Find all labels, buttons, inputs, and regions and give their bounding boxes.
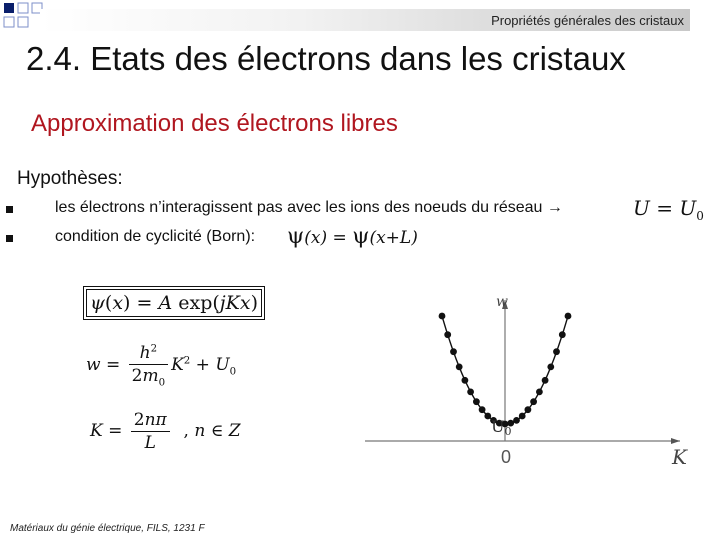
data-point [444, 331, 451, 338]
data-point [547, 364, 554, 371]
data-point [456, 364, 463, 371]
section-header: Propriétés générales des cristaux [491, 13, 684, 28]
data-point [525, 406, 532, 413]
born-equation: ψ(x) = ψ(x+L) [287, 224, 418, 249]
energy-equation: w = $\frac{h^2}{2m_0}$ $K^2 + U_0$ [86, 343, 237, 389]
slide-subtitle: Approximation des électrons libres [31, 110, 398, 137]
bullet-text-1: les électrons n’interagissent pas avec les ions des noeuds du réseau → [55, 199, 563, 216]
data-point [513, 417, 520, 424]
data-point [565, 313, 572, 320]
slide-title: 2.4. Etats des électrons dans les cristaux [26, 40, 626, 77]
hypotheses-label: Hypothèses: [17, 168, 123, 189]
data-point [542, 377, 549, 384]
curve-minimum-label: U0 [491, 417, 512, 438]
x-axis-arrow [671, 438, 680, 444]
data-point [559, 331, 566, 338]
data-point [519, 413, 526, 420]
data-point [530, 398, 537, 405]
footer-text: Matériaux du génie électrique, FILS, 1231 F [10, 523, 205, 534]
y-axis-label: w [496, 294, 508, 310]
data-point [536, 389, 543, 396]
data-point [467, 389, 474, 396]
origin-label: 0 [501, 447, 512, 467]
potential-equation: $U = U_0$ [633, 196, 704, 223]
data-point [439, 313, 446, 320]
data-point [479, 406, 486, 413]
data-point [450, 348, 457, 355]
bullet-text-2: condition de cyclicité (Born): [55, 228, 256, 245]
wavefunction-equation: ψ(x) = A exp(jKx) [86, 292, 262, 314]
x-axis-label: K [672, 445, 687, 469]
data-point [473, 398, 480, 405]
wavevector-equation: K = $\frac{2n\pi}{L}$ , n ∈ Z [90, 410, 241, 453]
data-point [553, 348, 560, 355]
data-point [462, 377, 469, 384]
